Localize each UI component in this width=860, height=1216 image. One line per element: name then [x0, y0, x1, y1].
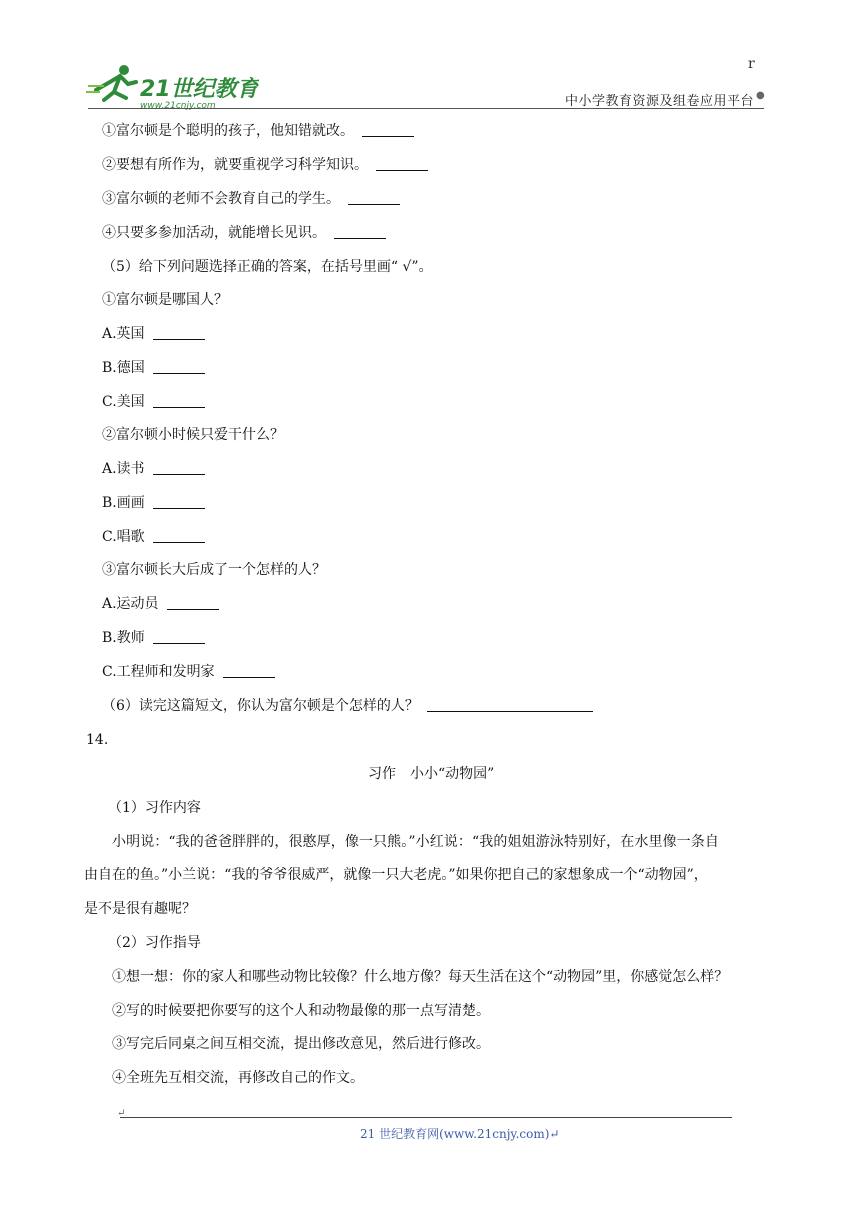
guide-item: ③写完后同桌之间互相交流，提出修改意见，然后进行修改。	[112, 1036, 490, 1052]
option-a: A.英国	[102, 325, 205, 343]
judgement-item-3: ③富尔顿的老师不会教育自己的学生。	[102, 190, 400, 208]
judgement-item-2: ②要想有所作为，就要重视学习科学知识。	[102, 156, 428, 174]
answer-blank[interactable]	[153, 494, 205, 509]
answer-blank[interactable]	[334, 224, 386, 239]
answer-blank[interactable]	[153, 325, 205, 340]
question-6-prompt: （6）读完这篇短文，你认为富尔顿是个怎样的人？	[102, 697, 593, 715]
runner-icon	[86, 65, 136, 100]
answer-blank[interactable]	[362, 122, 414, 137]
option-c: C.工程师和发明家	[102, 663, 275, 681]
answer-blank[interactable]	[153, 393, 205, 408]
question-5-prompt: （5）给下列问题选择正确的答案，在括号里画“ √”。	[102, 259, 433, 275]
option-c: C.美国	[102, 393, 205, 411]
guide-item: ④全班先互相交流，再修改自己的作文。	[112, 1070, 364, 1086]
question-5-sub2: ②富尔顿小时候只爱干什么？	[102, 427, 284, 443]
site-logo	[84, 60, 259, 112]
header-divider	[88, 108, 764, 109]
answer-blank[interactable]	[223, 663, 275, 678]
option-a: A.运动员	[102, 595, 219, 613]
answer-blank[interactable]	[427, 697, 593, 712]
essay-paragraph-line: 由自在的鱼。”小兰说：“我的爷爷很威严，就像一只大老虎。”如果你把自己的家想象成一个“动物园”，	[84, 867, 708, 883]
question-5-sub3: ③富尔顿长大后成了一个怎样的人？	[102, 562, 326, 578]
footer-return-mark: ↵	[117, 1108, 126, 1119]
answer-blank[interactable]	[153, 460, 205, 475]
section-heading: （1）习作内容	[108, 800, 201, 816]
judgement-item-4: ④只要多参加活动，就能增长见识。	[102, 224, 386, 242]
answer-blank[interactable]	[348, 190, 400, 205]
option-c: C.唱歌	[102, 528, 205, 546]
option-b: B.德国	[102, 359, 205, 377]
header-dot: ●	[756, 90, 765, 101]
guide-item: ②写的时候要把你要写的这个人和动物最像的那一点写清楚。	[112, 1003, 490, 1019]
header-mark: r	[748, 56, 755, 72]
svg-text:www.21cnjy.com: www.21cnjy.com	[140, 101, 216, 111]
answer-blank[interactable]	[153, 359, 205, 374]
essay-title: 习作 小小“动物园”	[368, 766, 495, 782]
footer-text: 21 世纪教育网(www.21cnjy.com)↵	[360, 1127, 560, 1141]
essay-paragraph-line: 小明说：“我的爸爸胖胖的，很憨厚，像一只熊。”小红说：“我的姐姐游泳特别好，在水里像一条自	[112, 834, 719, 850]
option-a: A.读书	[102, 460, 205, 478]
svg-text:21世纪教育: 21世纪教育	[140, 77, 259, 102]
footer-divider	[120, 1117, 732, 1118]
question-5-sub1: ①富尔顿是哪国人？	[102, 292, 228, 308]
question-number: 14.	[86, 732, 109, 748]
guide-item: ①想一想：你的家人和哪些动物比较像？什么地方像？每天生活在这个“动物园”里，你感觉怎么样？	[112, 969, 729, 985]
answer-blank[interactable]	[167, 595, 219, 610]
answer-blank[interactable]	[153, 629, 205, 644]
answer-blank[interactable]	[376, 156, 428, 171]
option-b: B.画画	[102, 494, 205, 512]
section-heading: （2）习作指导	[108, 935, 201, 951]
platform-title: 中小学教育资源及组卷应用平台	[565, 94, 755, 109]
judgement-item-1: ①富尔顿是个聪明的孩子，他知错就改。	[102, 122, 414, 140]
option-b: B.教师	[102, 629, 205, 647]
answer-blank[interactable]	[153, 528, 205, 543]
essay-paragraph-line: 是不是很有趣呢？	[84, 901, 196, 917]
